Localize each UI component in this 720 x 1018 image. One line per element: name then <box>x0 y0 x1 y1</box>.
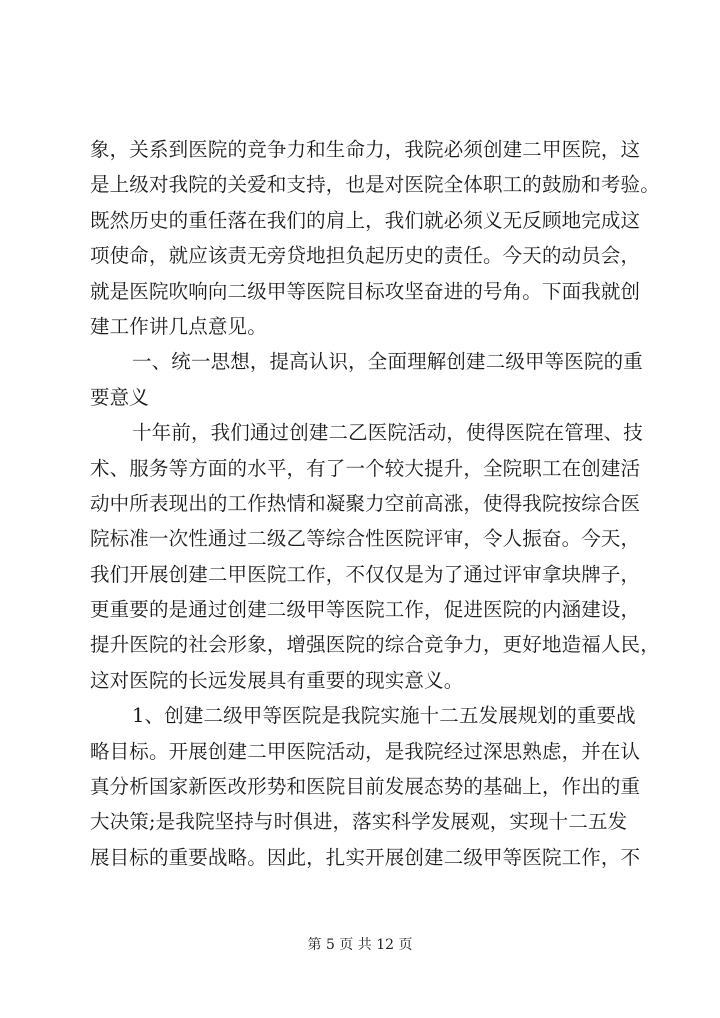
text-line: 提升医院的社会形象，增强医院的综合竞争力，更好地造福人民， <box>90 633 660 657</box>
body-text <box>90 132 660 875</box>
text-line: 真分析国家新医改形势和医院目前发展态势的基础上，作出的重 <box>90 775 641 799</box>
text-line: 十年前，我们通过创建二乙医院活动，使得医院在管理、技 <box>132 421 643 445</box>
text-line: 术、服务等方面的水平，有了一个较大提升，全院职工在创建活 <box>90 456 641 480</box>
text-line: 建工作讲几点意见。 <box>90 314 267 338</box>
text-line: 展目标的重要战略。因此，扎实开展创建二级甲等医院工作，不 <box>90 845 641 869</box>
text-line: 略目标。开展创建二甲医院活动，是我院经过深思熟虑，并在认 <box>90 739 641 763</box>
section-heading-line: 一、统一思想，提高认识，全面理解创建二级甲等医院的重 <box>132 350 643 374</box>
text-line: 就是医院吹响向二级甲等医院目标攻坚奋进的号角。下面我就创 <box>90 279 641 303</box>
text-line: 大决策;是我院坚持与时俱进，落实科学发展观，实现十二五发 <box>90 810 628 834</box>
text-line: 院标准一次性通过二级乙等综合性医院评审，令人振奋。今天， <box>90 527 641 551</box>
section-heading-line: 要意义 <box>90 385 149 409</box>
text-line: 是上级对我院的关爱和支持，也是对医院全体职工的鼓励和考验。 <box>90 173 660 197</box>
text-line: 这对医院的长远发展具有重要的现实意义。 <box>90 668 464 692</box>
text-line: 更重要的是通过创建二级甲等医院工作，促进医院的内涵建设， <box>90 598 641 622</box>
text-line: 象，关系到医院的竞争力和生命力，我院必须创建二甲医院，这 <box>90 138 641 161</box>
text-line: 既然历史的重任落在我们的肩上，我们就必须义无反顾地完成这 <box>90 208 641 232</box>
text-line: 动中所表现出的工作热情和凝聚力空前高涨，使得我院按综合医 <box>90 491 641 515</box>
page-number-footer: 第 5 页 共 12 页 <box>307 937 413 953</box>
text-line: 项使命，就应该责无旁贷地担负起历史的责任。今天的动员会， <box>90 244 641 268</box>
text-line: 我们开展创建二甲医院工作，不仅仅是为了通过评审拿块牌子， <box>90 562 641 586</box>
text-line: 1、创建二级甲等医院是我院实施十二五发展规划的重要战 <box>132 704 636 728</box>
